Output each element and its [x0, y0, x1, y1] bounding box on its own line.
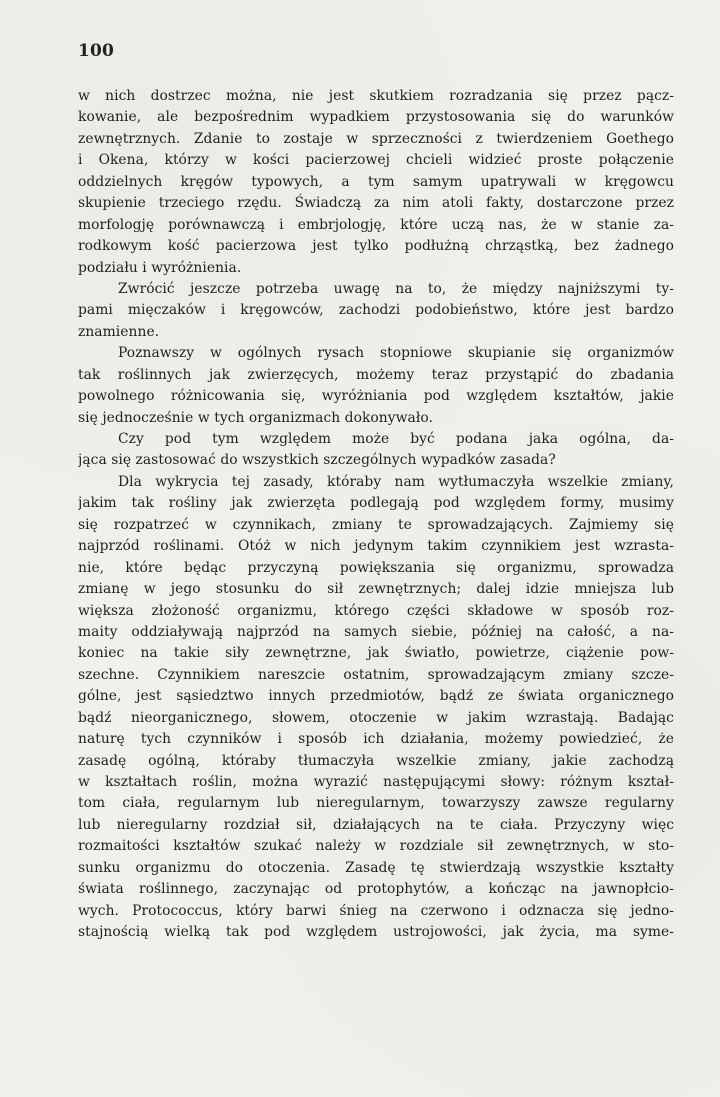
- text-line: się jednocześnie w tych organizmach dokonywało.: [78, 409, 433, 426]
- text-line: morfologję porównawczą i embrjologję, które uczą nas, że w stanie za-: [78, 216, 674, 233]
- text-line: się rozpatrzeć w czynnikach, zmiany te sprowadzających. Zajmiemy się: [78, 516, 674, 533]
- text-line: oddzielnych kręgów typowych, a tym samym upatrywali w kręgowcu: [78, 173, 674, 190]
- text-line: pami mięczaków i kręgowców, zachodzi podobieństwo, które jest bardzo: [78, 302, 674, 319]
- text-line: bądź nieorganicznego, słowem, otoczenie w jakim wzrastają. Badając: [78, 709, 674, 726]
- text-line: Zwrócić jeszcze potrzeba uwagę na to, że między najniższymi ty-: [118, 280, 674, 297]
- text-line: podziału i wyróżnienia.: [78, 259, 242, 276]
- text-line: zasadę ogólną, któraby tłumaczyła wszelkie zmiany, jakie zachodzą: [78, 752, 674, 769]
- text-line: maity oddziaływają najprzód na samych siebie, później na całość, a na-: [78, 623, 674, 640]
- text-line: zmianę w jego stosunku do sił zewnętrznych; dalej idzie mniejsza lub: [78, 581, 674, 598]
- text-line: lub nieregularny rozdział sił, działających na te ciała. Przyczyny więc: [78, 816, 674, 833]
- text-line: rozmaitości kształtów szukać należy w rozdziale sił zewnętrznych, w sto-: [78, 838, 674, 855]
- text-line: w nich dostrzec można, nie jest skutkiem rozradzania się przez pącz-: [78, 88, 674, 104]
- text-line: tom ciała, regularnym lub nieregularnym, towarzyszy zawsze regularny: [78, 795, 674, 812]
- page-number: 100: [78, 41, 115, 61]
- text-line: znamienne.: [78, 323, 160, 340]
- text-line: Poznawszy w ogólnych rysach stopniowe skupianie się organizmów: [118, 345, 674, 362]
- text-line: stajnością wielką tak pod względem ustrojowości, jak życia, ma syme-: [78, 924, 674, 941]
- text-line: naturę tych czynników i sposób ich działania, możemy powiedzieć, że: [78, 731, 674, 748]
- text-line: powolnego różnicowania się, wyróżniania pod względem kształtów, jakie: [78, 388, 674, 405]
- text-line: gólne, jest sąsiedztwo innych przedmiotów, bądź ze świata organicznego: [78, 688, 674, 705]
- text-line: większa złożoność organizmu, którego części składowe w sposób roz-: [78, 602, 674, 619]
- text-line: szechne. Czynnikiem nareszcie ostatnim, sprowadzającym zmiany szcze-: [78, 666, 674, 683]
- text-line: Dla wykrycia tej zasady, któraby nam wytłumaczyła wszelkie zmiany,: [118, 473, 674, 490]
- body-text: [78, 86, 674, 944]
- text-line: rodkowym kość pacierzowa jest tylko podłużną chrząstką, bez żadnego: [78, 238, 674, 255]
- text-line: jąca się zastosować do wszystkich szczególnych wypadków zasada?: [78, 452, 556, 469]
- text-line: kowanie, ale bezpośrednim wypadkiem przystosowania się do warunków: [78, 109, 674, 126]
- text-line: skupienie trzeciego rzędu. Świadczą za nim atoli fakty, dostarczone przez: [78, 195, 674, 212]
- text-line: najprzód roślinami. Otóż w nich jedynym takim czynnikiem jest wzrasta-: [78, 538, 674, 555]
- text-line: jakim tak rośliny jak zwierzęta podlegają pod względem formy, musimy: [78, 495, 674, 512]
- text-line: nie, które będąc przyczyną powiększania się organizmu, sprowadza: [78, 559, 674, 576]
- text-line: Czy pod tym względem może być podana jaka ogólna, da-: [118, 431, 674, 447]
- text-line: wych. Protococcus, który barwi śnieg na czerwono i odznacza się jedno-: [78, 902, 674, 919]
- text-line: zewnętrznych. Zdanie to zostaje w sprzeczności z twierdzeniem Goethego: [78, 130, 674, 147]
- text-line: tak roślinnych jak zwierzęcych, możemy teraz przystąpić do zbadania: [78, 366, 674, 383]
- text-line: sunku organizmu do otoczenia. Zasadę tę stwierdzają wszystkie kształty: [78, 859, 674, 876]
- text-line: i Okena, którzy w kości pacierzowej chcieli widzieć proste połączenie: [78, 152, 674, 169]
- text-line: koniec na takie siły zewnętrzne, jak światło, powietrze, ciążenie pow-: [78, 645, 674, 662]
- text-line: świata roślinnego, zaczynając od protophytów, a kończąc na jawnopłcio-: [78, 881, 674, 898]
- text-line: w kształtach roślin, można wyrazić następującymi słowy: różnym kształ-: [78, 774, 674, 790]
